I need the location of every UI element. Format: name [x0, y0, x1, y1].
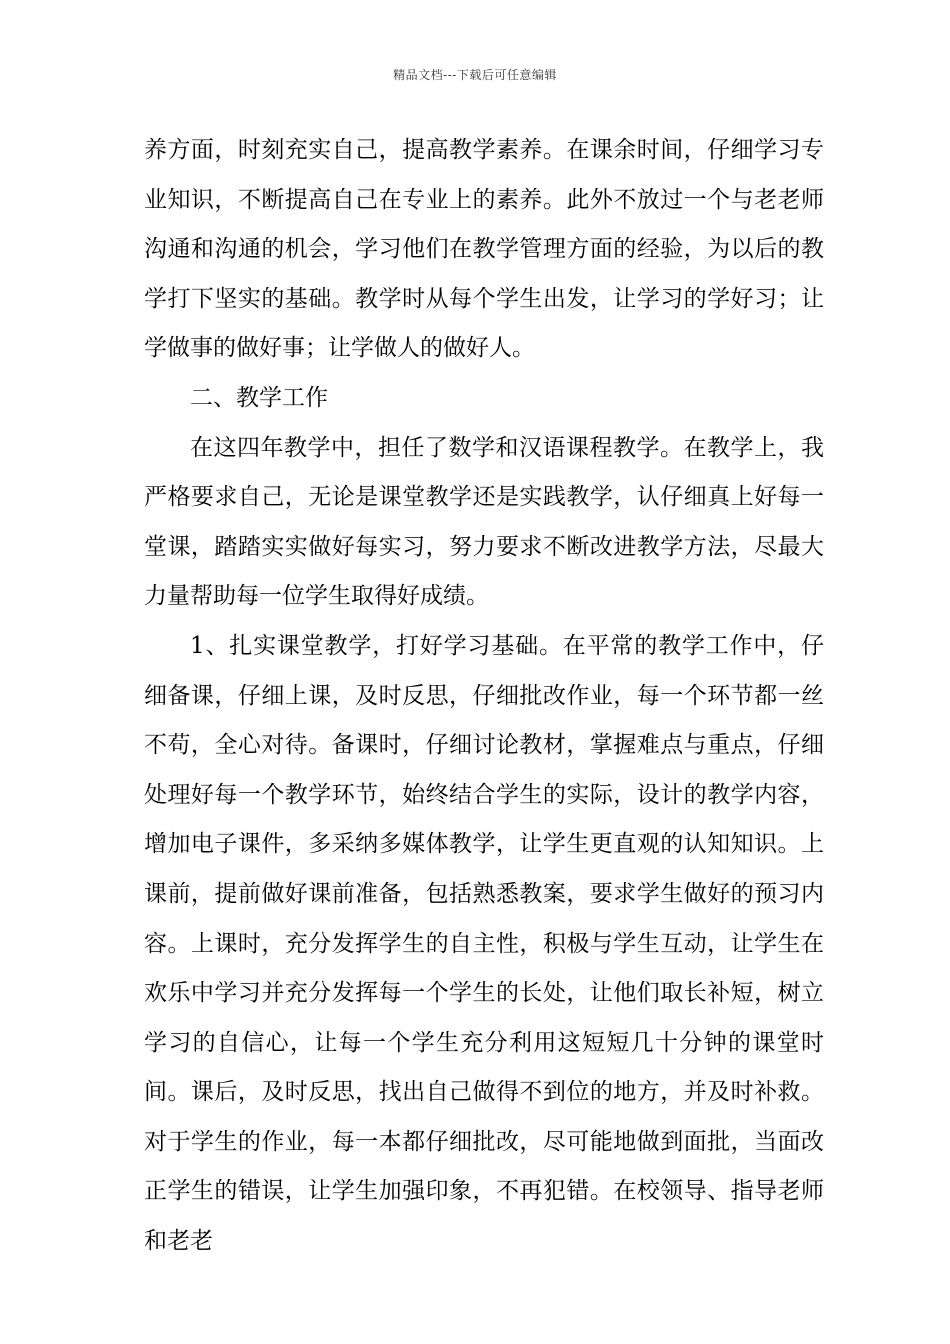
section-heading: 二、教学工作: [190, 384, 328, 411]
paragraph-classroom-teaching: 1、扎实课堂教学，打好学习基础。在平常的教学工作中，仔细备课，仔细上课，及时反思，仔细批改作业，每一个环节都一丝不苟，全心对待。备课时，仔细讨论教材，掌握难点与重点，仔细处理好每一个教学环节，始终结合学生的实际，设计的教学内容，增加电子课件，多采纳多媒体教学，让学生更直观的认知知识。上课前，提前做好课前准备，包括熟悉教案，要求学生做好的预习内容。上课时，充分发挥学生的自主性，积极与学生互动，让学生在欢乐中学习并充分发挥每一个学生的长处，让他们取长补短，树立学习的自信心，让每一个学生充分利用这短短几十分钟的课堂时间。课后，及时反思，找出自己做得不到位的地方，并及时补救。对于学生的作业，每一本都仔细批改，尽可能地做到面批，当面改正学生的错误，让学生加强印象，不再犯错。在校领导、指导老师和老老: [144, 632, 824, 1255]
paragraph-continued: 养方面，时刻充实自己，提高教学素养。在课余时间，仔细学习专业知识，不断提高自己在专业上的素养。此外不放过一个与老老师沟通和沟通的机会，学习他们在教学管理方面的经验，为以后的教学打下坚实的基础。教学时从每个学生出发，让学习的学好习；让学做事的做好事；让学做人的做好人。: [144, 137, 824, 362]
page-header: 精品文档---下载后可任意编辑: [393, 68, 557, 82]
paragraph-teaching-overview: 在这四年教学中，担任了数学和汉语课程教学。在教学上，我严格要求自己，无论是课堂教学还是实践教学，认仔细真上好每一堂课，踏踏实实做好每实习，努力要求不断改进教学方法，尽最大力量帮助每一位学生取得好成绩。: [144, 434, 824, 610]
document-body: [144, 126, 824, 1267]
